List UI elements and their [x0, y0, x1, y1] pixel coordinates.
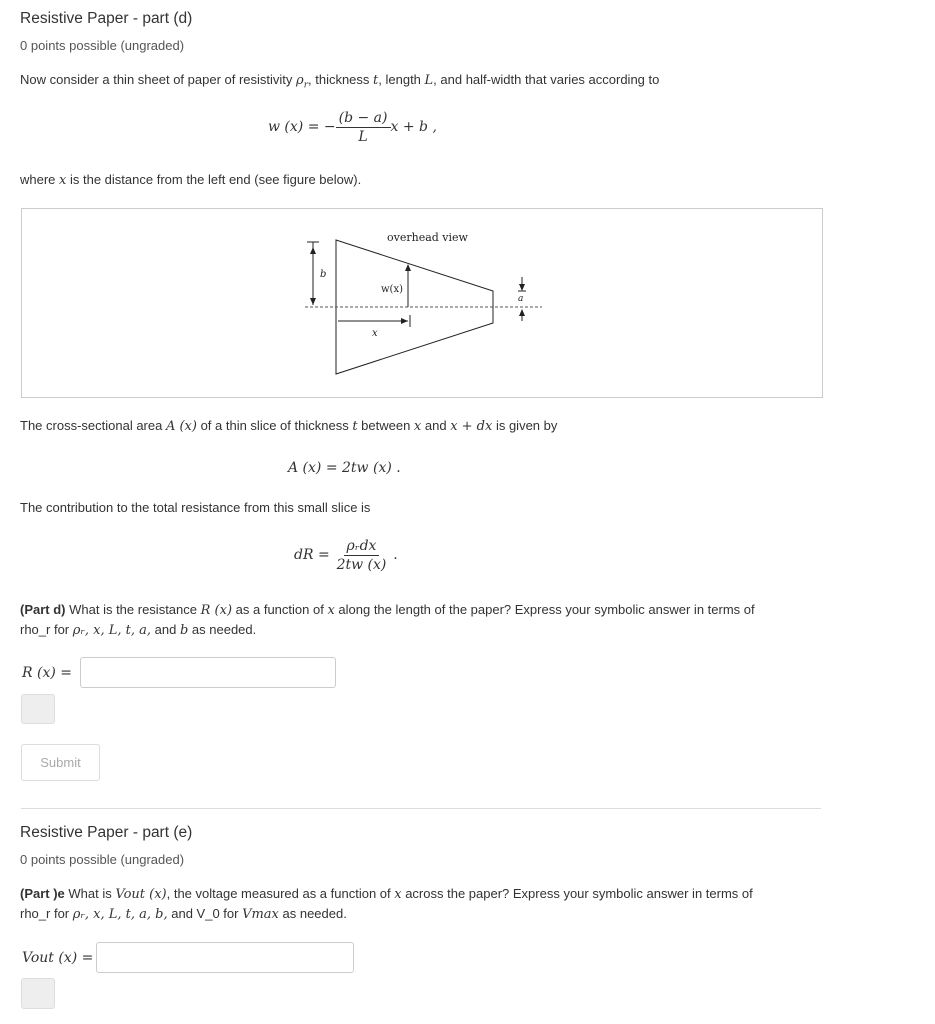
- overhead-view-diagram: [22, 209, 822, 397]
- contribution-text: The contribution to the total resistance from this small slice is: [20, 500, 371, 515]
- paper-shape: [336, 240, 493, 374]
- equation-dR: dR = $\frac{\text{ρᵣdx}}{2tw (x)}$ .: [294, 538, 398, 573]
- answer-d-input[interactable]: [80, 657, 336, 688]
- part-d-title: Resistive Paper - part (d): [20, 10, 193, 27]
- label-overhead: overhead view: [387, 231, 468, 244]
- submit-button[interactable]: Submit: [21, 744, 100, 781]
- label-x: x: [372, 328, 378, 339]
- equation-w: w (x) = − $\frac{(b - a)}{L}$ x + b ,: [268, 110, 437, 145]
- equation-A: A (x) = 2tw (x) .: [288, 460, 401, 476]
- part-e-points: 0 points possible (ungraded): [20, 852, 185, 867]
- question-d-line1: (Part d) What is the resistance R (x) as a function of x along the length of the paper? Express your symbolic answer in terms of: [20, 602, 755, 618]
- answer-e-preview: [21, 978, 55, 1009]
- question-d-line2: rho_r for ρᵣ, x, L, t, a, and b as needed.: [20, 622, 257, 638]
- label-wx: w(x): [381, 284, 404, 295]
- label-a: a: [518, 294, 524, 304]
- answer-d-preview: [21, 694, 55, 724]
- question-e-line1: (Part )e What is Vout (x), the voltage measured as a function of x across the paper? Express your symbolic answer in terms of: [20, 886, 753, 902]
- figure-box: [21, 208, 823, 398]
- question-e-line2: rho_r for ρᵣ, x, L, t, a, b, and V_0 for Vmax as needed.: [20, 906, 347, 922]
- part-e-title: Resistive Paper - part (e): [20, 824, 193, 841]
- section-divider: [21, 808, 821, 809]
- answer-e-label: Vout (x) =: [22, 950, 94, 966]
- rho-symbol: $\rho_r$: [296, 73, 308, 91]
- answer-e-input[interactable]: [96, 942, 354, 973]
- cross-section-text: The cross-sectional area A (x) of a thin slice of thickness t between x and x + dx is given by: [20, 418, 558, 434]
- where-text: where x is the distance from the left end (see figure below).: [20, 172, 362, 188]
- part-d-points: 0 points possible (ungraded): [20, 38, 185, 53]
- answer-d-label: R (x) =: [22, 665, 72, 681]
- label-b: b: [320, 269, 327, 280]
- intro-text: Now consider a thin sheet of paper of resistivity $\rho_r$, thickness t, length L, and half-width that varies according to: [20, 72, 660, 91]
